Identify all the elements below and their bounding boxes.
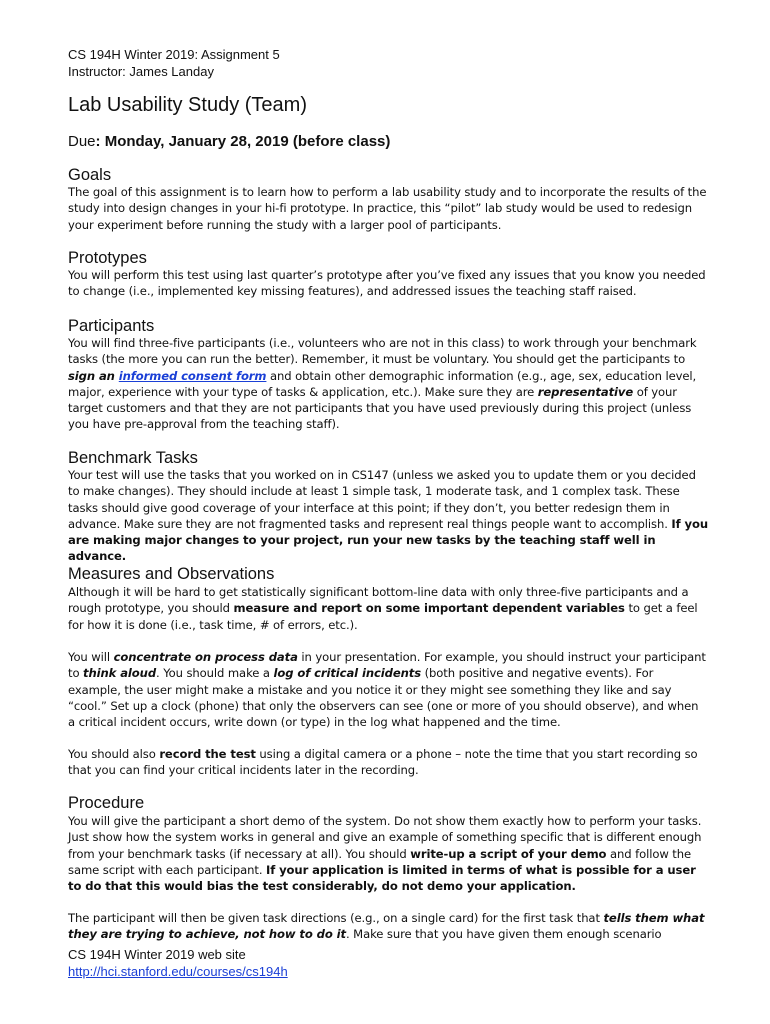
page-title: Lab Usability Study (Team) xyxy=(68,94,307,116)
instructor-line: Instructor: James Landay xyxy=(68,64,214,79)
benchmark-heading: Benchmark Tasks xyxy=(68,449,198,467)
procedure-p2: The participant will then be given task directions (e.g., on a single card) for the first task that tells them what they are trying to achieve, not how to do it. Make sure that you have given them enough scenario xyxy=(68,911,705,942)
measures-heading: Measures and Observations xyxy=(68,565,275,583)
participants-body: You will find three-five participants (i.e., volunteers who are not in this class) to work through your benchmark tasks (the more you can run the better). Remember, it must be voluntary. You should get the participants to sign an informed consent form and obtain other demographic information (e.g., age, sex, education level, major, experience with your type of tasks & application, etc.). Make sure they are representative of your target customers and that they are not participants that you have used previously during this project (unless you have pre-approval from the teaching staff). xyxy=(68,336,697,432)
goals-heading: Goals xyxy=(68,166,112,184)
measures-p2: You will concentrate on process data in your presentation. For example, you should instruct your participant to think aloud. You should make a log of critical incidents (both positive and negative events). For example, the user might make a mistake and you notice it or they might see something they like and say “cool.” Set up a clock (phone) that only the observers can see (one or more of you should observe), and when a critical incident occurs, write down (or type) in the log what happened and the time. xyxy=(68,650,706,730)
course-line: CS 194H Winter 2019: Assignment 5 xyxy=(68,47,280,62)
goals-body: The goal of this assignment is to learn how to perform a lab usability study and to incorporate the results of the study into design changes in your hi-fi prototype. In practice, this “pilot” lab study would be used to redesign your experiment before running the study with a larger pool of participants. xyxy=(68,185,707,232)
measures-p3: You should also record the test using a digital camera or a phone – note the time that you start recording so that you can find your critical incidents later in the recording. xyxy=(68,747,698,778)
due-date: : Monday, January 28, 2019 (before class) xyxy=(95,133,391,150)
consent-form-link[interactable]: informed consent form xyxy=(118,368,267,383)
measures-p1: Although it will be hard to get statistically significant bottom-line data with only three-five participants and a rough prototype, you should measure and report on some important dependent variables to get a feel for how it is done (i.e., task time, # of errors, etc.). xyxy=(68,585,698,632)
procedure-heading: Procedure xyxy=(68,794,145,812)
participants-heading: Participants xyxy=(68,317,155,335)
prototypes-body: You will perform this test using last quarter’s prototype after you’ve fixed any issues that you know you needed to change (i.e., implemented key missing features), and addressed issues the teaching staff raised. xyxy=(68,268,706,299)
prototypes-heading: Prototypes xyxy=(68,249,147,267)
footer-site-label: CS 194H Winter 2019 web site xyxy=(68,947,246,962)
course-website-link[interactable]: http://hci.stanford.edu/courses/cs194h xyxy=(68,964,288,979)
footer-url xyxy=(68,963,288,980)
procedure-p1: You will give the participant a short demo of the system. Do not show them exactly how to perform your tasks. Just show how the system works in general and give an example of something specific that is different enough from your benchmark tasks (if necessary at all). You should write-up a script of your demo and follow the same script with each participant. If your application is limited in terms of what is possible for a user to do that this would bias the test considerably, do not demo your application. xyxy=(68,814,702,894)
benchmark-body: Your test will use the tasks that you worked on in CS147 (unless we asked you to update them or you decided to make changes). They should include at least 1 simple task, 1 moderate task, and 1 complex task. These tasks should give good coverage of your interface at this point; if they don’t, you better redesign them in advance. Make sure they are not fragmented tasks and represent real things people want to accomplish. If you are making major changes to your project, run your new tasks by the teaching staff well in advance. xyxy=(68,468,708,564)
due-label: Due xyxy=(68,133,96,150)
due-line xyxy=(68,133,390,150)
